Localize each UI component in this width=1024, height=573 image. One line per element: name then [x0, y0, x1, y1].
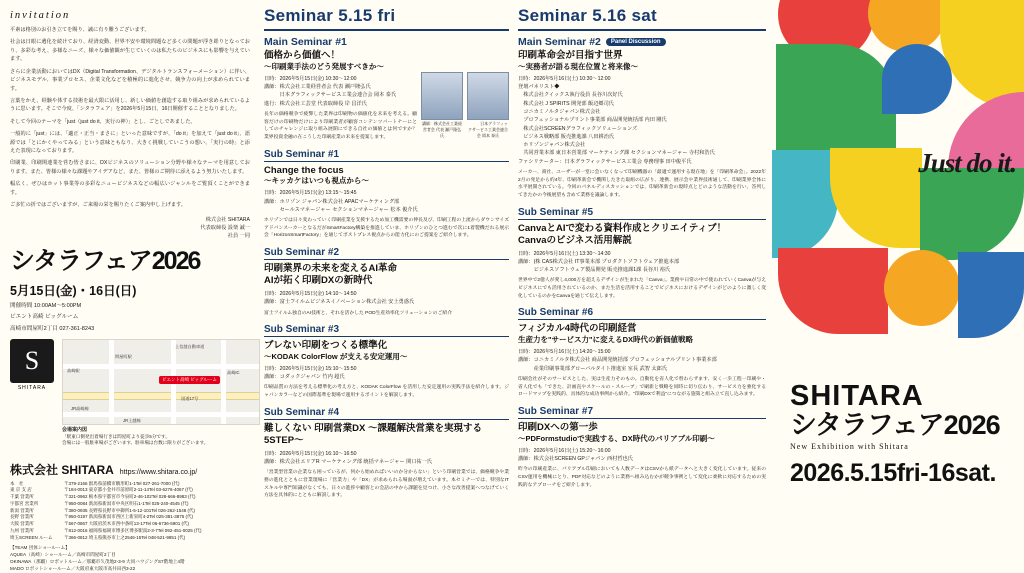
company-name-block — [10, 461, 250, 478]
seminar-datetime: 日時：2026年5月16日(土) 14:20〜15:00 — [518, 349, 611, 356]
shitara-mark-icon: S — [10, 339, 54, 383]
panelist: 共同営業本部 東日本営業部 マーケティング課 セクションマネージャー 寺村和浩氏 — [518, 150, 715, 157]
map-road — [63, 412, 259, 417]
map-label: 問屋町駅 — [115, 353, 132, 359]
speaker — [467, 72, 509, 139]
office-tel: Tel 025-240-4545 (代) — [144, 500, 189, 506]
seminar-meta — [264, 189, 509, 214]
fair-dateline: 5月15日(金)・16日(日) — [10, 283, 137, 298]
fair-logo-year: 2026 — [151, 246, 200, 275]
seminar-kicker-label: Main Seminar #1 — [264, 36, 347, 48]
seminar-kicker: Sub Seminar #2 — [264, 247, 340, 259]
divider — [518, 418, 766, 419]
seminar-kicker: Sub Seminar #6 — [518, 307, 594, 319]
office-tel: Tel 048-521-9851 (代) — [141, 534, 186, 540]
divider — [518, 29, 766, 31]
seminar-speaker-line: 講師：株式会社エリアR マーケティング部 統括マネージャー 関口祐一氏 — [264, 458, 433, 465]
seminar-description: 印刷会社がそのサービスとした、実は生産力そのもの。自動化を省人化で替わらずます、安く一歩工程一印刷や・省人化でも「できた、計画直やスケールの・スルーブ」で刷新と戦略を同時に切り伝わり、サービス力を強化するロードマップを実践的、具体的な成功事例から紹介。"印刷DXで利益"につながる施策と組み立て直し込みます。 — [518, 377, 766, 398]
office-label: 長野 営業所 — [10, 514, 34, 520]
panelist: ビジネス戦略部 販売推進課 八田耕治氏 — [518, 133, 615, 140]
seminar-meta — [264, 450, 509, 467]
seminar-title: 印刷業界の未来を変えるAI革命 — [264, 263, 398, 275]
invitation-paragraph: 幅広く、ぜひはホット事業等の多彩なニュービジネスなどの幅広いジャンルをご覧頂くことができます。 — [10, 181, 250, 196]
access-map — [10, 339, 250, 446]
invitation-body — [10, 26, 250, 210]
office-tel: Tel 025-381-3875 (代) — [149, 514, 194, 520]
office-address: 〒321-0962 栃木県宇都宮市今泉町2-46-102 — [64, 494, 152, 499]
seminar-meta — [518, 348, 766, 373]
seminar-title: フィジカル4時代の印刷経営 — [518, 323, 637, 335]
seminar-friday-column — [264, 6, 509, 500]
speaker-name: 講師：株式会社工業経営者会 代表 瀬戸隆弘氏 — [422, 120, 462, 138]
map-label: 国道17号 — [181, 395, 199, 401]
divider — [264, 29, 509, 31]
seminar-saturday-header: Seminar 5.16 sat — [518, 6, 657, 25]
office-tel: Tel 092-451-0025 (代) — [157, 527, 202, 533]
office-label: 新潟 営業所 — [10, 507, 34, 513]
divider — [264, 161, 509, 162]
invitation-paragraph: 社会は日眼に遺化を続けており、経済変動、世界不安や環境問題など多くの問題が浮き彫りとなっており、多彩な考え、多様なニーズ、様々な価値観が生じていくのは私たちのビジネスにも影響を与えています。 — [10, 39, 250, 63]
seminar-subtitle: AIが拓く印刷DXの新時代 — [264, 275, 373, 287]
office-address: 〒812-0016 福岡県福岡市博多区博多駅南2-3-7 — [64, 527, 158, 533]
office-address: 〒950-0084 新潟県新潟市中央区明石1-1 — [64, 500, 145, 506]
seminar-kicker — [264, 36, 509, 48]
decor-shape-blue — [882, 44, 952, 114]
panelists-label: 登壇パネリスト◆ — [518, 83, 560, 90]
office-address: 〒950-0197 新潟県新潟市西区上新栄町4-2 — [64, 514, 150, 520]
decor-shape-cyan — [772, 150, 838, 258]
brand-lockup — [790, 382, 1016, 488]
invitation-signature — [10, 216, 250, 241]
office-row — [10, 494, 250, 501]
office-label: 大阪 営業所 — [10, 521, 34, 526]
decor-shape-blue-2 — [958, 252, 1024, 338]
office-label: 本 社 — [10, 480, 24, 486]
brand-kana: シタラフェア — [790, 410, 944, 440]
seminar-speaker-line: 講師：株式会社SCREEN GPジャパン 西村哲也氏 — [518, 455, 633, 462]
seminar-kicker: Sub Seminar #3 — [264, 324, 340, 336]
fair-logo — [10, 246, 250, 275]
seminar-title: 印刷革命会が目指す世界 — [518, 50, 623, 61]
map-note-line: 「駅東口側発出着場行きは問屋町より徒歩5分です。 — [62, 433, 170, 439]
decor-shape-green — [776, 44, 896, 164]
seminar-description: ホリゾンでは日々変わっていく印刷産業を支援するため加工機需要の伸長及び、印刷工程の上流からダウンサイズアドバンスーカーとなるだがSmartFactory構築を推進していま、ホリゾンのひとつ進むで次に1着製機だれる展示会「HorizonSmartFactory」を通じてポストプレス視点からの能力化にのご提案をご紹介します。 — [264, 218, 509, 239]
panelist: 株式会社クイックス執行役員 長谷川次好氏 — [518, 92, 623, 99]
divider — [264, 336, 509, 337]
panelist: ホリゾンジャパン株式会社 — [518, 142, 586, 149]
brand-name-jp — [790, 411, 1016, 441]
office-tel: Tel 026-262-1548 (代) — [151, 507, 196, 513]
panelist: プロフェッショナルプリント事業部 商品開発統括部 内田 剛氏 — [518, 117, 667, 124]
seminar-subtitle: 生産力を"サービス力"に変えるDX時代の新価値戦略 — [518, 335, 694, 345]
seminar-description: 世界中で2億人が愛し4,000万を超えるデザインが生まれた「Canva」。業務や日常の中で使われていくCanvaが与えビジネスにでも活用されているのか、また生活を活用することでビジネスにおけるデザインがどのように激しく変化しているのかをCanvaを通じて伝えします。 — [518, 278, 766, 299]
brand-name-en: SHITARA — [790, 380, 924, 412]
decor-shape-green-2 — [920, 168, 1024, 260]
invitation-paragraph: ご多忙の折ではございますが、ご来場の栄を賜りたくご案内申し上げます。 — [10, 202, 186, 209]
brand-date: 2026.5.15fri-16sat. — [790, 458, 996, 487]
map-note-title: 会場案内図 — [62, 426, 88, 433]
seminar-datetime: 日時：2026年5月16日(土) 15:20〜16:00 — [518, 447, 611, 454]
invitation-paragraph: 印刷業、印刷関連業を営む皆さまに、DXビジネスのソリューション分野や様々なテーマを用意しております。また、皆様の様々な課題やアイデアなど、また、皆様のご期待に添えるよう努力いたします。 — [10, 160, 250, 175]
seminar-subtitle: 〜実務者が語る現在位置と将来像〜 — [518, 61, 638, 71]
office-label: 千葉 営業所 — [10, 494, 34, 499]
office-tel: Tel 03-6276-4067 (代) — [148, 487, 193, 493]
seminar-title: 印刷DXへの第一歩 — [518, 422, 598, 434]
company-url[interactable]: https://www.shitara.co.jp/ — [119, 468, 198, 476]
seminar-speaker-line: 講師：(株 CAS株式会社 IT事業本部 プロダクトソフトウェア推進本部 — [518, 258, 680, 265]
seminar-speaker-line: 日本グラフィックサービス工業会連合会 岡本 泰氏 — [264, 92, 397, 99]
company-offices — [10, 481, 250, 542]
fair-venue: ビエント高崎 ビッグルーム — [10, 314, 79, 321]
seminar-kicker: Sub Seminar #5 — [518, 206, 594, 218]
office-tel: Tel 028-666-8983 (代) — [151, 494, 196, 499]
seminar-kicker: Sub Seminar #7 — [518, 406, 594, 418]
invitation-title: invitation — [10, 10, 71, 21]
seminar-description: 印刷品質の方法を考える標準化の考え方と、KODAK ColorFlow を活用した安定運用の実践手法を紹介します。ジャパンカラーなどの国際基準を現場で運用するポイントを解説します。 — [264, 385, 509, 399]
seminar-meta — [264, 290, 509, 307]
decor-shape-yellow-2 — [830, 148, 922, 248]
map-road-main — [63, 392, 259, 400]
seminar-speaker-line: ビジネスソフトウェア製品開発 販売推進課1課 長谷川 裕氏 — [518, 267, 671, 274]
speaker-photo — [467, 72, 509, 120]
seminar-datetime: 日時：2026年5月15日(金) 10:30〜12:00 — [264, 75, 357, 82]
seminar-speaker-line: セールスマネージャー セクションマネージャー 松本 俊介氏 — [264, 206, 418, 213]
slogan: Just do it. — [918, 148, 1016, 178]
panelist: 株式会社SCREENグラフィックソリューションズ — [518, 125, 638, 132]
seminar-kicker: Sub Seminar #1 — [264, 148, 340, 160]
invitation-paragraph: 言葉をかえ、経験や体する技術を最大限に活用し、新しい価値を創造する取り組みが求められているように思います。そこで今度、「シタラフェア」を2026年5月15日、16日開催することとなりました。 — [10, 97, 250, 113]
seminar-datetime: 日時：2026年5月15日(金) 16:10〜16:50 — [264, 450, 357, 457]
seminar-subtitle: 〜PDFormstudioで実践する、DX時代のバリアブル印刷〜 — [518, 433, 715, 443]
office-row — [10, 528, 250, 535]
seminar-subtitle: 〜キッカケはいつも視点から〜 — [264, 176, 369, 186]
office-address: 〒380-0935 長野県長野市中御所1-5-12-101 — [64, 507, 152, 513]
seminar-title: Change the focus — [264, 164, 344, 176]
seminar-speaker-line: 講師：コダックジャパン 竹内 超氏 — [264, 374, 345, 381]
seminar-kicker: Sub Seminar #4 — [264, 406, 340, 418]
seminar-kicker-label: Main Seminar #2 — [518, 36, 601, 48]
signature-staff: 社員 一同 — [227, 233, 250, 240]
seminar-datetime: 日時：2026年5月15日(金) 14:10〜14:50 — [264, 290, 357, 297]
seminar-subtitle: Canvaのビジネス活用解説 — [518, 234, 632, 246]
invitation-paragraph: さらに企業活動においてはDX（Digital Transformation、デジタルトランスフォーメーション）に伴い、ビジネスモデル、事業プロセス、企業文化などを積極的に進化させ、競争力の向上が求められています。 — [10, 68, 250, 92]
map-label: JR高崎線 — [71, 405, 89, 411]
brand-panel — [772, 0, 1024, 524]
seminar-speaker-line: 産業印刷事業部グローバルタイト推進室 室長 武智 太郎氏 — [518, 365, 668, 372]
team-line: AQUEA（高崎）ショールーム／高崎市問屋町2丁目 — [10, 552, 116, 558]
office-label: 宇都宮 営業所 — [10, 500, 39, 506]
team-title: 【TEAM 団体ショールーム】 — [10, 545, 70, 551]
office-address: 〒184-0013 東京都小金井市前原町2-11-14 — [64, 487, 149, 493]
decor-circle-orange-2 — [884, 250, 960, 326]
map-canvas — [62, 339, 260, 425]
seminar-speaker-line: 講師：株式会社工業経営者会 代表 瀬戸隆弘氏 — [264, 83, 371, 90]
divider — [264, 419, 509, 420]
fair-address: 高崎市問屋町2丁目 027-361-8243 — [10, 325, 95, 332]
office-row — [10, 514, 250, 521]
seminar-speaker-line: 講師：富士フイルムビジネスイノベーション株式会社 安土勇惑氏 — [264, 299, 415, 306]
seminar-friday-header: Seminar 5.15 fri — [264, 6, 396, 25]
fair-logo-text — [10, 246, 250, 275]
seminar-meta — [264, 365, 509, 382]
map-label: 高崎IC — [227, 369, 240, 375]
divider — [264, 259, 509, 260]
seminar-title: CanvaとAIで変わる資料作成とクリエイティブ！ — [518, 222, 727, 234]
speaker-photos — [421, 72, 509, 139]
seminar-datetime: 日時：2026年5月16日(土) 10:30〜12:00 — [518, 75, 611, 82]
seminar-speaker-line: 講師：ホリゾン ジャパン株式会社 APACマーケティング部 — [264, 198, 400, 205]
office-row — [10, 501, 250, 508]
facilitator: ファシリテーター：日本グラフィックサービス工業会 専務理事 田中俊平氏 — [518, 158, 692, 165]
brand-year: 2026 — [943, 410, 1000, 440]
invitation-column — [0, 0, 258, 571]
company-name: 株式会社 SHITARA — [10, 462, 114, 477]
seminar-meta — [518, 250, 766, 275]
map-label: 高崎駅 — [67, 367, 80, 373]
seminar-meta — [518, 447, 766, 464]
seminar-datetime: 日時：2026年5月16日(土) 13:30〜14:30 — [518, 250, 611, 257]
speaker-photo — [421, 72, 463, 120]
decor-shape-red-2 — [778, 248, 888, 334]
office-tel: Tel 06-6736-5901 (代) — [145, 521, 190, 526]
seminar-saturday-column — [518, 6, 766, 489]
signature-ceo: 代表取締役 設楽 誠一 — [200, 224, 250, 231]
map-road — [63, 364, 259, 369]
office-address: 〒567-0867 大阪府茨木市西中条町13-17 — [64, 521, 146, 526]
seminar-meta — [518, 75, 766, 166]
seminar-speaker-line: 講師：コニカミノルタ株式会社 商品開発統括部 プロフェッショナルプリント事業本部 — [518, 357, 717, 364]
office-row — [10, 487, 250, 494]
office-row — [10, 521, 250, 528]
office-address: 〒366-0812 埼玉県熊谷市上之2546-15 — [64, 534, 142, 540]
office-address: 〒379-2166 群馬県前橋市駒形町1-1 — [64, 480, 136, 486]
fair-hours: 開催時間 10:00AM〜5:00PM — [10, 302, 82, 309]
seminar-title: ブレない印刷をつくる標準化 — [264, 340, 388, 352]
office-tel: Tel 027-261-7000 (代) — [135, 480, 180, 486]
invitation-paragraph: そして今回のテーマを「just（just do it、実行の神）」とし、ごとしであました。 — [10, 118, 196, 125]
divider — [518, 219, 766, 220]
team-showrooms — [10, 545, 250, 573]
panelist: 株式会社 J SPIRITS 開発部 飯辺郷司氏 — [518, 100, 614, 107]
seminar-datetime: 日時：2026年5月15日(金) 15:10〜15:50 — [264, 365, 357, 372]
seminar-subtitle: 〜KODAK ColorFlow が支える安定運用〜 — [264, 352, 408, 362]
seminar-description: メーカー、商社、ユーザーが一堂に会いなくなって印刷機器の「最適で運用する現在地」を「印刷革命会」。2022年2月の発足から約4年、印刷革新会で機関したきた取組の広がり、連携、展示会や業界技術通して、印刷業界全体に水平展開されている。今回のパネルディスカッションでは、印刷革新会の現時点とどのような活動を行い、答列してきたかの今後展望も含めて業務を議論します。 — [518, 170, 766, 199]
shitara-mark-caption: SHITARA — [17, 384, 47, 391]
seminar-description: 長年の価格競争で疲弊した業界は印刷物の価値化を未来を考える。顧客だけの印刷物だけにより印刷業者が顧客コンテンツパートナーにとしてのチャレンジに取り組み展開にできる自社の価値とは何ですか？業界投資金融の在こうした印刷産業の未来を提案します。 — [264, 111, 417, 140]
invitation-paragraph: 平素は格別のお引き立てを賜り、誠に有り難うございます。 — [10, 27, 150, 33]
brand-tagline: New Exhibition with Shitara — [790, 441, 909, 451]
signature-company: 株式会社 SHITARA — [205, 216, 250, 223]
office-row — [10, 535, 250, 542]
speaker — [421, 72, 463, 139]
panelist: コニカミノルタジャパン株式会社 — [518, 108, 601, 115]
seminar-subtitle: 〜印刷業手法のどう発展すべきか〜 — [264, 61, 384, 71]
team-line: OKINAWA（那覇）ロボットルーム／那覇市久茂地2-3-9 大同ハウジングS7階地上4階 — [10, 559, 185, 565]
map-note — [62, 427, 208, 448]
speaker-name: 日本グラフィックサービス工業会連合会 岡本 泰氏 — [468, 120, 508, 138]
invitation-paragraph: 一般的に「just」には、「適正・正当・まさに」といった意味ですが、「do it」を加えて「just do it」、語源では「とにかくやってみる」という意味ともなり、大きく挑戦していこうの想い、「実行の時」と添えた表現になっております。 — [10, 131, 250, 155]
office-label: 東 京 支 店 — [10, 487, 32, 493]
seminar-speaker-line: 進行：株式会社工芸堂 代表取締役 岸 昌洋氏 — [264, 100, 367, 107]
seminar-kicker — [518, 36, 766, 48]
divider — [518, 319, 766, 320]
panel-discussion-badge: Panel Discussion — [606, 38, 666, 46]
seminar-description: 昨今の印刷産業に、バリアブル印刷においても人数データはCSVから紙データへと大きく変化しています。従来のCSV運用を機械にとり、PDF対応などのように業務へ組み込むかが競争事例として変化に柔軟に対応するための実践的なアプローチをご紹介します。 — [518, 467, 766, 488]
team-line: MADO ロボットショールーム／大阪府東大阪市高井田西3-22 — [10, 565, 136, 571]
map-logo-block — [10, 339, 58, 425]
fair-logo-kana: シタラフェア — [10, 246, 152, 275]
map-note-line: 会場には一般駐車場がございます。駐車場は台数に限りがございます。 — [62, 440, 209, 446]
seminar-title: 難しくない 印刷営業DX 〜課題解決営業を実現する5STEP〜 — [264, 422, 482, 446]
map-venue-pin: ビエント高崎 ビッグルーム — [159, 376, 220, 384]
seminar-description: 「営業型営業の企業なら困っているが、何から始めればいいのか分からない」という印刷営業では、価格競争や業務の進化とともに営業現場に「営業力」や「DX」が求められる場面が増えています。本セミナーでは、特別なITスキルや専門知識がなくても、日々の進捗や顧客との会話の中から課題を見つけ、小さな改善提案へつなげていく方法を具体的にとともに解説します。 — [264, 470, 509, 499]
office-label: 埼玉SCREEN ルーム — [10, 534, 53, 540]
seminar-datetime: 日時：2026年5月15日(金) 13:15〜15:45 — [264, 190, 357, 197]
seminar-title: 価格から価値へ！ — [264, 50, 341, 61]
map-label: 上信越自動車道 — [175, 343, 205, 349]
seminar-description: 富士フイルム独自のAI技術と、それを活かした POD生産効率化ソリューションのご紹介 — [264, 310, 452, 316]
map-label: JR上越線 — [123, 417, 141, 423]
office-label: 九州 営業所 — [10, 527, 34, 533]
